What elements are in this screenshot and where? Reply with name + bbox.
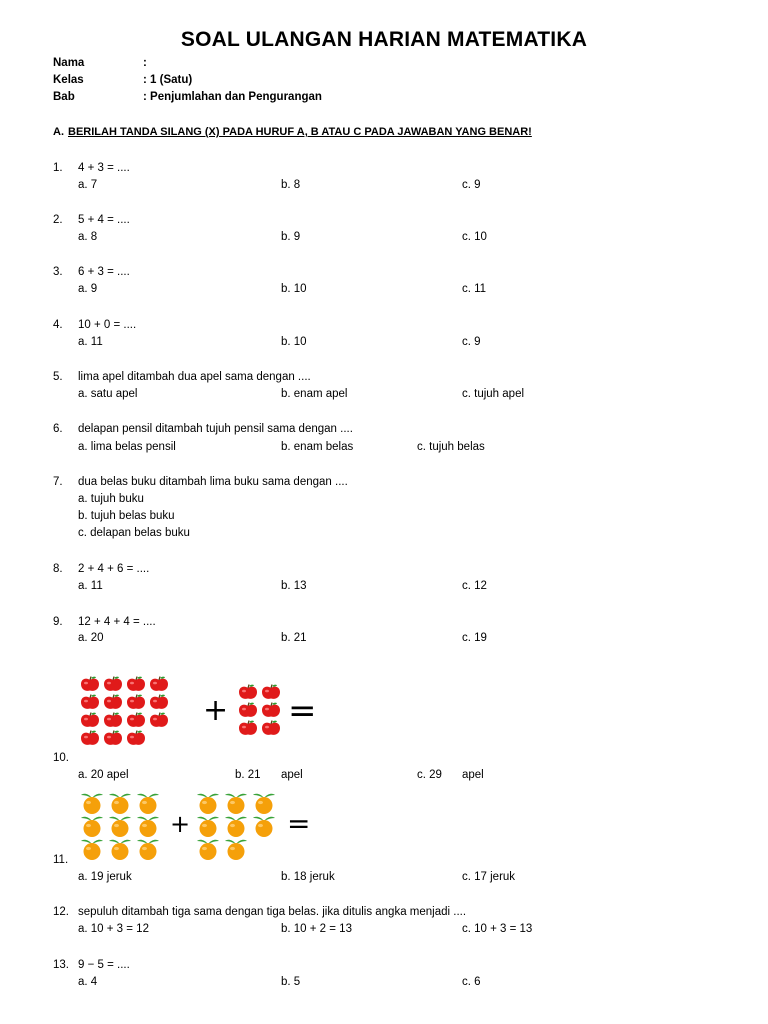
apple-icon <box>238 702 258 718</box>
question-6-option-c: c. tujuh belas <box>417 441 485 453</box>
section-instruction: BERILAH TANDA SILANG (X) PADA HURUF A, B ATAU C PADA JAWABAN YANG BENAR! <box>68 126 532 138</box>
orange-icon <box>136 792 160 814</box>
orange-icon <box>196 792 220 814</box>
question-13-option-c: c. 6 <box>462 976 481 988</box>
question-2-option-a: a. 8 <box>78 231 98 243</box>
question-8-option-b: b. 13 <box>281 580 307 592</box>
question-9-text: 12 + 4 + 4 = .... <box>78 616 156 628</box>
orange-group-right <box>196 792 282 860</box>
question-8-text: 2 + 4 + 6 = .... <box>78 563 150 575</box>
page-title: SOAL ULANGAN HARIAN MATEMATIKA <box>180 28 588 51</box>
question-4-option-c: c. 9 <box>462 336 481 348</box>
apple-group-right <box>238 684 288 738</box>
apple-icon <box>126 730 146 746</box>
equals-sign: = <box>288 691 317 731</box>
orange-icon <box>80 838 104 860</box>
question-12-option-a: a. 10 + 3 = 12 <box>78 923 149 935</box>
bab-value: : Penjumlahan dan Pengurangan <box>143 91 322 103</box>
question-10-option-b-unit: apel <box>281 769 303 781</box>
question-3-option-a: a. 9 <box>78 283 98 295</box>
apple-icon <box>126 676 146 692</box>
orange-icon <box>80 815 104 837</box>
question-8-option-c: c. 12 <box>462 580 487 592</box>
question-2-option-c: c. 10 <box>462 231 487 243</box>
question-10-option-a: a. 20 apel <box>78 769 129 781</box>
orange-group-left <box>80 792 166 860</box>
orange-icon <box>80 792 104 814</box>
orange-icon <box>196 838 220 860</box>
kelas-label: Kelas <box>53 74 84 86</box>
question-12-number: 12. <box>53 906 69 918</box>
question-5-option-c: c. tujuh apel <box>462 388 525 400</box>
apple-icon <box>103 730 123 746</box>
apple-icon <box>103 676 123 692</box>
question-13-text: 9 − 5 = .... <box>78 959 130 971</box>
question-4-text: 10 + 0 = .... <box>78 319 137 331</box>
apple-icon <box>80 676 100 692</box>
question-1-option-a: a. 7 <box>78 179 98 191</box>
question-6-option-a: a. lima belas pensil <box>78 441 176 453</box>
question-10-option-b: b. 21 <box>235 769 261 781</box>
question-12-option-b: b. 10 + 2 = 13 <box>281 923 352 935</box>
question-7-option-b: b. tujuh belas buku <box>78 510 175 522</box>
question-13-number: 13. <box>53 959 69 971</box>
nama-value: : <box>143 57 147 69</box>
question-4-option-b: b. 10 <box>281 336 307 348</box>
apple-icon <box>80 712 100 728</box>
nama-label: Nama <box>53 57 85 69</box>
apple-icon <box>261 684 281 700</box>
question-3-option-c: c. 11 <box>462 283 487 295</box>
orange-icon <box>196 815 220 837</box>
apple-icon <box>103 694 123 710</box>
question-5-number: 5. <box>53 371 63 383</box>
apple-icon <box>149 676 169 692</box>
question-7-number: 7. <box>53 476 63 488</box>
apple-icon <box>261 720 281 736</box>
apple-icon <box>126 694 146 710</box>
kelas-value: : 1 (Satu) <box>143 74 193 86</box>
section-letter: A. <box>53 126 64 138</box>
question-11-figure <box>80 790 320 862</box>
question-5-option-a: a. satu apel <box>78 388 138 400</box>
question-10-option-c-unit: apel <box>462 769 484 781</box>
question-10-figure <box>80 672 330 752</box>
question-13-option-b: b. 5 <box>281 976 301 988</box>
question-3-number: 3. <box>53 266 63 278</box>
orange-icon <box>224 838 248 860</box>
question-13-option-a: a. 4 <box>78 976 98 988</box>
question-12-option-c: c. 10 + 3 = 13 <box>462 923 533 935</box>
orange-icon <box>224 815 248 837</box>
orange-icon <box>108 838 132 860</box>
plus-sign: + <box>170 810 191 838</box>
question-9-option-a: a. 20 <box>78 632 104 644</box>
question-11-option-a: a. 19 jeruk <box>78 871 132 883</box>
question-9-option-b: b. 21 <box>281 632 307 644</box>
question-6-number: 6. <box>53 423 63 435</box>
question-10-number: 10. <box>53 752 69 764</box>
apple-icon <box>238 684 258 700</box>
question-9-number: 9. <box>53 616 63 628</box>
question-1-text: 4 + 3 = .... <box>78 162 130 174</box>
question-6-text: delapan pensil ditambah tujuh pensil sama dengan .... <box>78 423 353 435</box>
question-7-option-c: c. delapan belas buku <box>78 527 190 539</box>
question-4-number: 4. <box>53 319 63 331</box>
orange-icon <box>136 815 160 837</box>
question-3-text: 6 + 3 = .... <box>78 266 130 278</box>
question-1-option-c: c. 9 <box>462 179 481 191</box>
plus-sign: + <box>203 693 229 728</box>
question-9-option-c: c. 19 <box>462 632 487 644</box>
question-2-text: 5 + 4 = .... <box>78 214 130 226</box>
question-7-text: dua belas buku ditambah lima buku sama dengan .... <box>78 476 348 488</box>
equals-sign: = <box>287 807 311 840</box>
question-8-option-a: a. 11 <box>78 580 103 592</box>
question-2-option-b: b. 9 <box>281 231 301 243</box>
question-3-option-b: b. 10 <box>281 283 307 295</box>
question-5-text: lima apel ditambah dua apel sama dengan .... <box>78 371 311 383</box>
question-10-option-c: c. 29 <box>417 769 442 781</box>
question-7-option-a: a. tujuh buku <box>78 493 144 505</box>
apple-icon <box>238 720 258 736</box>
orange-icon <box>252 792 276 814</box>
question-1-option-b: b. 8 <box>281 179 301 191</box>
question-8-number: 8. <box>53 563 63 575</box>
question-11-option-c: c. 17 jeruk <box>462 871 516 883</box>
question-11-option-b: b. 18 jeruk <box>281 871 335 883</box>
apple-icon <box>103 712 123 728</box>
question-2-number: 2. <box>53 214 63 226</box>
orange-icon <box>108 815 132 837</box>
question-12-text: sepuluh ditambah tiga sama dengan tiga belas. jika ditulis angka menjadi .... <box>78 906 467 918</box>
orange-icon <box>252 815 276 837</box>
bab-label: Bab <box>53 91 75 103</box>
apple-icon <box>149 712 169 728</box>
question-4-option-a: a. 11 <box>78 336 103 348</box>
apple-icon <box>149 694 169 710</box>
apple-group-left <box>80 676 180 746</box>
apple-icon <box>126 712 146 728</box>
question-11-number: 11. <box>53 854 69 866</box>
question-1-number: 1. <box>53 162 63 174</box>
question-5-option-b: b. enam apel <box>281 388 348 400</box>
apple-icon <box>80 694 100 710</box>
orange-icon <box>108 792 132 814</box>
apple-icon <box>261 702 281 718</box>
orange-icon <box>136 838 160 860</box>
orange-icon <box>224 792 248 814</box>
question-6-option-b: b. enam belas <box>281 441 354 453</box>
apple-icon <box>80 730 100 746</box>
